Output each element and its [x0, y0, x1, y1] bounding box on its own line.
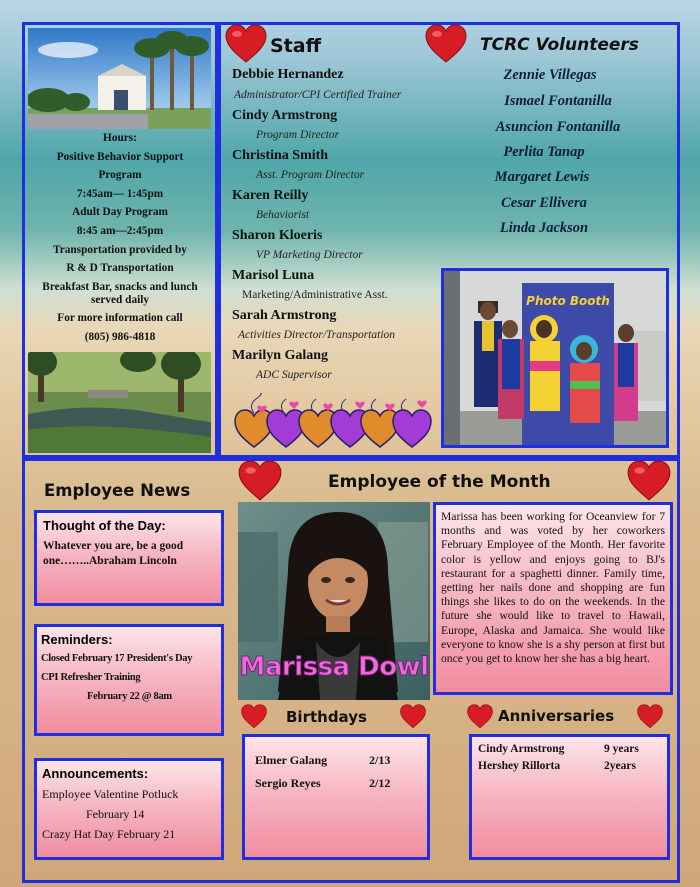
employee-news-heading: Employee News — [44, 481, 191, 500]
reminder-line: CPI Refresher Training — [41, 672, 141, 683]
staff-role: Activities Director/Transportation — [238, 329, 396, 341]
heart-icon — [399, 704, 427, 729]
staff-role: Marketing/Administrative Asst. — [242, 289, 388, 301]
birthday-row — [255, 776, 417, 791]
anniversary-name: Cindy Armstrong — [478, 743, 565, 755]
photo-booth-photo — [441, 268, 669, 448]
hours-line: Program — [98, 169, 142, 182]
hours-line: 8:45 am—2:45pm — [76, 224, 164, 237]
announcement-line: February 14 — [86, 807, 145, 821]
staff-name: Marilyn Galang — [232, 348, 329, 363]
hours-list — [30, 132, 210, 350]
anniversary-row — [478, 760, 661, 772]
anniversary-years: 9 years — [604, 743, 639, 755]
staff-name: Christina Smith — [232, 148, 329, 163]
heart-icon — [466, 704, 494, 729]
reminder-line: February 22 @ 8am — [87, 691, 172, 702]
employee-of-month-heading: Employee of the Month — [328, 472, 551, 492]
staff-name: Debbie Hernandez — [232, 67, 344, 82]
staff-heading: Staff — [270, 35, 321, 57]
hours-line: Transportation provided by — [53, 243, 187, 256]
staff-role: Program Director — [256, 129, 340, 141]
birthday-name: Elmer Galang — [255, 753, 328, 767]
anniversary-name: Hershey Rillorta — [478, 760, 561, 772]
staff-role: ADC Supervisor — [256, 369, 332, 381]
employee-description: Marissa has been working for Oceanview for 7 months and was voted by her coworkers February Employee of the Month. Her favorite color is yellow and enjoys going to BJ's restaurant for a spaghetti dinner. Family time, getting her nails done and shopping are fun things she likes to do on the weekends. In the future she would like to travel to Hawaii, Europe, Alaska and Jamaica. She would like everyone to know she is a shy person at first but once you get to know her she has a big heart. — [441, 510, 665, 666]
employee-name-banner: Marissa Dowl — [239, 652, 429, 682]
birthday-date: 2/12 — [369, 776, 391, 790]
hours-line: 7:45am— 1:45pm — [76, 187, 164, 200]
volunteer-name: Asuncion Fontanilla — [495, 119, 621, 135]
announcements-title: Announcements: — [42, 766, 149, 781]
volunteer-name: Cesar Ellivera — [501, 195, 587, 211]
heart-icon — [237, 460, 283, 502]
staff-role: Asst. Program Director — [256, 169, 365, 181]
staff-name: Cindy Armstrong — [232, 108, 338, 123]
announcements-card — [34, 758, 224, 860]
anniversaries-card — [469, 734, 670, 860]
reminder-line: Closed February 17 President's Day — [41, 653, 193, 664]
hours-line: Positive Behavior Support — [56, 150, 184, 163]
volunteer-name: Linda Jackson — [499, 220, 589, 236]
thought-title: Thought of the Day: — [43, 518, 166, 533]
heart-icon — [240, 704, 268, 729]
volunteer-name: Zennie Villegas — [503, 67, 597, 83]
hours-line: R & D Transportation — [66, 262, 174, 275]
staff-role: Administrator/CPI Certified Trainer — [234, 89, 402, 101]
volunteer-name: Perlita Tanap — [503, 144, 585, 160]
building-photo — [28, 28, 211, 129]
volunteer-name: Margaret Lewis — [494, 169, 590, 185]
announcement-line: Employee Valentine Potluck — [42, 787, 179, 801]
staff-name: Marisol Luna — [232, 268, 315, 283]
birthdays-heading: Birthdays — [286, 708, 367, 726]
staff-role: Behaviorist — [256, 209, 310, 221]
heart-icon — [636, 704, 664, 729]
birthday-name: Sergio Reyes — [255, 776, 321, 790]
hours-phone: (805) 986-4818 — [84, 330, 156, 343]
announcement-line: Crazy Hat Day February 21 — [42, 827, 176, 841]
birthday-row — [255, 753, 417, 768]
anniversary-row — [478, 743, 661, 755]
thought-text: Whatever you are, be a good one……..Abraham Lincoln — [43, 540, 184, 567]
anniversary-years: 2years — [604, 760, 636, 772]
anniversaries-heading: Anniversaries — [498, 707, 615, 725]
reminders-card — [34, 624, 224, 736]
heart-icon — [424, 24, 468, 64]
hours-line: For more information call — [57, 312, 183, 325]
volunteers-heading: TCRC Volunteers — [480, 35, 639, 55]
pond-photo — [28, 352, 211, 453]
employee-description-card — [433, 502, 673, 695]
heart-icon — [626, 460, 672, 502]
thought-card — [34, 510, 224, 606]
staff-name: Karen Reilly — [232, 188, 309, 203]
birthday-date: 2/13 — [369, 753, 391, 767]
volunteer-name: Ismael Fontanilla — [504, 93, 612, 109]
birthdays-card — [242, 734, 430, 860]
heart-icon — [224, 24, 268, 64]
staff-role: VP Marketing Director — [256, 249, 363, 261]
hours-title: Hours: — [103, 132, 137, 144]
photo-booth-sign: Photo Booth — [526, 294, 610, 308]
hours-line: Breakfast Bar, snacks and lunch served daily — [42, 280, 198, 306]
staff-name: Sarah Armstrong — [232, 308, 337, 323]
balloon-hearts-decoration — [232, 393, 436, 451]
staff-name: Sharon Kloeris — [232, 228, 323, 243]
reminders-title: Reminders: — [41, 632, 113, 647]
hours-line: Adult Day Program — [72, 206, 168, 219]
